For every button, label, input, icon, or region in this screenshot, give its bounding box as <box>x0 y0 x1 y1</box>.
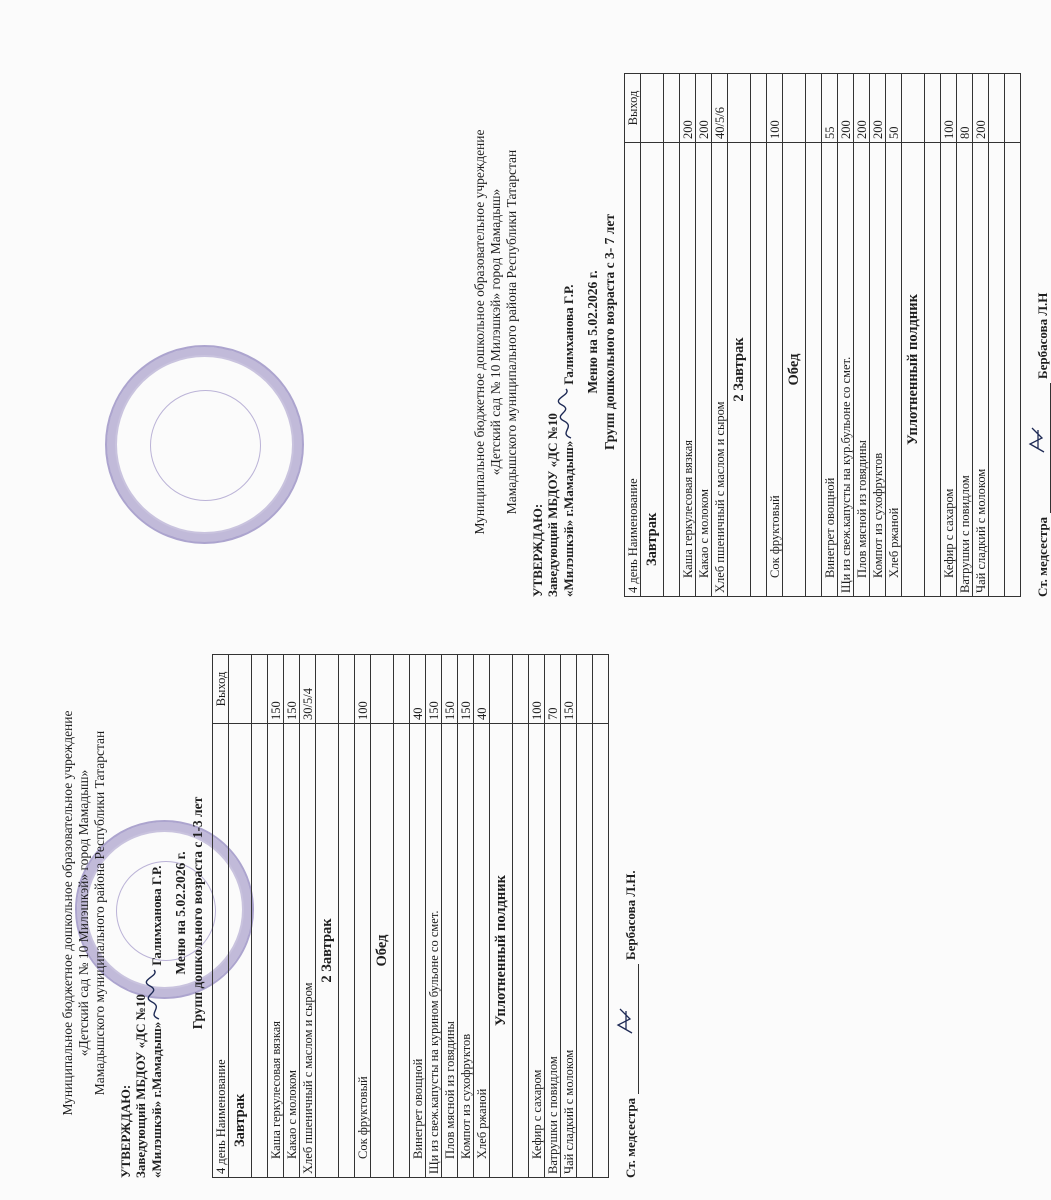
empty-cell <box>1005 74 1021 143</box>
dish-name: Каша геркулесовая вязкая <box>268 724 284 1178</box>
empty-cell <box>664 74 680 143</box>
empty-cell <box>925 143 941 597</box>
dish-name: Щи из свеж.капусты на кур.бульоне со смет. <box>838 143 854 597</box>
dish-name: Плов мясной из говядины <box>442 724 458 1178</box>
dish-output: 100 <box>529 655 545 724</box>
approval-title: УТВЕРЖДАЮ: <box>530 503 545 597</box>
meal-section-title: Уплотненный полдник <box>902 143 925 597</box>
table-row <box>886 74 902 597</box>
dish-output: 40/5/6 <box>712 74 728 143</box>
meal-section-title: 2 Завтрак <box>316 724 339 1178</box>
meal-section-title: Обед <box>371 724 394 1178</box>
dish-name: Хлеб пшеничный с маслом и сыром <box>712 143 728 597</box>
meal-section-row <box>490 655 513 1178</box>
menu-table <box>212 654 609 1178</box>
meal-section-row <box>641 74 664 597</box>
empty-row <box>1005 74 1021 597</box>
menu-sheet-nursery <box>58 648 638 1178</box>
table-row <box>822 74 838 597</box>
dish-name: Чай сладкий с молоком <box>561 724 577 1178</box>
meal-section-row <box>371 655 394 1178</box>
table-row <box>442 655 458 1178</box>
empty-cell <box>513 724 529 1178</box>
empty-row <box>394 655 410 1178</box>
meal-section-row <box>902 74 925 597</box>
output-cell <box>371 655 394 724</box>
empty-cell <box>577 655 593 724</box>
empty-row <box>513 655 529 1178</box>
dish-output: 200 <box>680 74 696 143</box>
dish-output: 150 <box>284 655 300 724</box>
dish-output: 70 <box>545 655 561 724</box>
meal-section-row <box>316 655 339 1178</box>
table-row <box>854 74 870 597</box>
dish-output: 40 <box>410 655 426 724</box>
column-header-name: 4 день Наименование <box>213 724 229 1178</box>
empty-cell <box>751 143 767 597</box>
empty-cell <box>593 655 609 724</box>
meal-section-row <box>783 74 806 597</box>
table-header-row <box>625 74 641 597</box>
dish-output: 200 <box>973 74 989 143</box>
empty-row <box>806 74 822 597</box>
institution-header <box>60 648 108 1178</box>
dish-name: Чай сладкий с молоком <box>973 143 989 597</box>
dish-output: 150 <box>268 655 284 724</box>
empty-row <box>593 655 609 1178</box>
meal-section-title: Уплотненный полдник <box>490 724 513 1178</box>
signature-line <box>1038 383 1051 513</box>
empty-row <box>252 655 268 1178</box>
empty-cell <box>925 74 941 143</box>
approval-block <box>530 67 576 597</box>
output-cell <box>229 655 252 724</box>
dish-output: 100 <box>941 74 957 143</box>
output-cell <box>316 655 339 724</box>
dish-name: Каша геркулесовая вязкая <box>680 143 696 597</box>
table-row <box>957 74 973 597</box>
table-row <box>458 655 474 1178</box>
approval-position: Заведующий МБДОУ «ДС №10 <box>545 413 560 597</box>
institution-header <box>472 67 520 597</box>
approval-signer: Галимханова Г.Р. <box>561 284 576 385</box>
empty-cell <box>806 143 822 597</box>
dish-name: Хлеб ржаной <box>474 724 490 1178</box>
institution-subtitle: «Детский сад № 10 Милэшкэй» город Мамадыш» <box>488 188 503 476</box>
institution-subtitle: «Детский сад № 10 Милэшкэй» город Мамадыш» <box>76 769 91 1057</box>
menu-sheet-preschool <box>470 67 1050 597</box>
output-cell <box>902 74 925 143</box>
nurse-signature-block <box>623 648 639 1178</box>
dish-name: Кефир с сахаром <box>529 724 545 1178</box>
table-row <box>767 74 783 597</box>
table-row <box>941 74 957 597</box>
dish-name: Винегрет овощной <box>822 143 838 597</box>
dish-name: Кефир с сахаром <box>941 143 957 597</box>
dish-name: Ватрушки с повидлом <box>545 724 561 1178</box>
dish-output: 55 <box>822 74 838 143</box>
nurse-name: Бербасова Л.Н. <box>623 870 638 960</box>
dish-output: 150 <box>561 655 577 724</box>
institution-district: Мамадышского муниципального района Республики Татарстан <box>92 730 107 1096</box>
approval-title: УТВЕРЖДАЮ: <box>118 1084 133 1178</box>
institution-name: Муниципальное бюджетное дошкольное образовательное учреждение <box>60 710 75 1116</box>
empty-cell <box>252 724 268 1178</box>
table-row <box>838 74 854 597</box>
dish-output: 200 <box>838 74 854 143</box>
empty-cell <box>1005 143 1021 597</box>
dish-output: 200 <box>696 74 712 143</box>
signature-line <box>626 964 639 1094</box>
empty-row <box>577 655 593 1178</box>
empty-row <box>989 74 1005 597</box>
table-row <box>529 655 545 1178</box>
empty-row <box>751 74 767 597</box>
approval-position: Заведующий МБДОУ «ДС №10 <box>133 994 148 1178</box>
dish-name: Хлеб ржаной <box>886 143 902 597</box>
column-header-output: Выход <box>625 74 641 143</box>
approval-org: «Милэшкэй» г.Мамадыш» <box>561 440 576 597</box>
meal-section-row <box>229 655 252 1178</box>
output-cell <box>641 74 664 143</box>
dish-name: Какао с молоком <box>696 143 712 597</box>
dish-name: Ватрушки с повидлом <box>957 143 973 597</box>
empty-cell <box>339 724 355 1178</box>
empty-cell <box>806 74 822 143</box>
empty-cell <box>252 655 268 724</box>
dish-output: 100 <box>767 74 783 143</box>
approval-block <box>118 648 164 1178</box>
dish-output: 200 <box>870 74 886 143</box>
dish-name: Компот из сухофруктов <box>870 143 886 597</box>
empty-cell <box>989 74 1005 143</box>
dish-name: Сок фруктовый <box>767 143 783 597</box>
nurse-name: Бербасова Л.Н <box>1035 292 1050 379</box>
empty-row <box>664 74 680 597</box>
table-row <box>355 655 371 1178</box>
nurse-label: Ст. медсестра <box>1035 516 1050 597</box>
dish-output: 40 <box>474 655 490 724</box>
output-cell <box>728 74 751 143</box>
empty-cell <box>664 143 680 597</box>
signature-icon <box>1026 418 1048 458</box>
dish-name: Щи из свеж.капусты на курином бульоне со смет. <box>426 724 442 1178</box>
dish-name: Сок фруктовый <box>355 724 371 1178</box>
output-cell <box>490 655 513 724</box>
empty-cell <box>577 724 593 1178</box>
meal-section-title: Завтрак <box>229 724 252 1178</box>
meal-section-title: 2 Завтрак <box>728 143 751 597</box>
table-row <box>300 655 316 1178</box>
signature-icon <box>614 999 636 1039</box>
signature-icon <box>148 966 164 1022</box>
signature-icon <box>560 385 576 441</box>
dish-name: Плов мясной из говядины <box>854 143 870 597</box>
table-row <box>284 655 300 1178</box>
meal-section-title: Завтрак <box>641 143 664 597</box>
dish-name: Хлеб пшеничный с маслом и сыром <box>300 724 316 1178</box>
approval-org: «Милэшкэй» г.Мамадыш» <box>149 1021 164 1178</box>
age-group-title: Групп дошкольного возраста с 3- 7 лет <box>602 214 617 450</box>
table-row <box>696 74 712 597</box>
column-header-output: Выход <box>213 655 229 724</box>
table-row <box>474 655 490 1178</box>
empty-cell <box>751 74 767 143</box>
empty-cell <box>394 724 410 1178</box>
table-header-row <box>213 655 229 1178</box>
table-row <box>561 655 577 1178</box>
seal-stamp-right <box>105 345 304 544</box>
dish-name: Винегрет овощной <box>410 724 426 1178</box>
table-row <box>426 655 442 1178</box>
empty-cell <box>593 724 609 1178</box>
column-header-name: 4 день Наименование <box>625 143 641 597</box>
dish-output: 30/5/4 <box>300 655 316 724</box>
menu-date-title: Меню на 5.02.2026 г. <box>173 851 188 975</box>
empty-cell <box>513 655 529 724</box>
dish-output: 150 <box>458 655 474 724</box>
meal-section-title: Обед <box>783 143 806 597</box>
dish-name: Компот из сухофруктов <box>458 724 474 1178</box>
nurse-signature-block <box>1035 67 1051 597</box>
table-row <box>712 74 728 597</box>
menu-table <box>624 73 1021 597</box>
institution-district: Мамадышского муниципального района Республики Татарстан <box>504 149 519 515</box>
institution-name: Муниципальное бюджетное дошкольное образовательное учреждение <box>472 129 487 535</box>
table-row <box>680 74 696 597</box>
empty-cell <box>394 655 410 724</box>
empty-row <box>925 74 941 597</box>
dish-name: Какао с молоком <box>284 724 300 1178</box>
empty-row <box>339 655 355 1178</box>
table-row <box>268 655 284 1178</box>
approval-signer: Галимханова Г.Р. <box>149 865 164 966</box>
output-cell <box>783 74 806 143</box>
meal-section-row <box>728 74 751 597</box>
dish-output: 150 <box>426 655 442 724</box>
dish-output: 50 <box>886 74 902 143</box>
table-row <box>870 74 886 597</box>
dish-output: 150 <box>442 655 458 724</box>
dish-output: 100 <box>355 655 371 724</box>
empty-cell <box>339 655 355 724</box>
table-row <box>410 655 426 1178</box>
table-row <box>973 74 989 597</box>
dish-output: 80 <box>957 74 973 143</box>
table-row <box>545 655 561 1178</box>
menu-date-title: Меню на 5.02.2026 г. <box>585 270 600 394</box>
dish-output: 200 <box>854 74 870 143</box>
age-group-title: Групп дошкольного возраста с 1-3 лет <box>190 796 205 1030</box>
nurse-label: Ст. медсестра <box>623 1097 638 1178</box>
empty-cell <box>989 143 1005 597</box>
